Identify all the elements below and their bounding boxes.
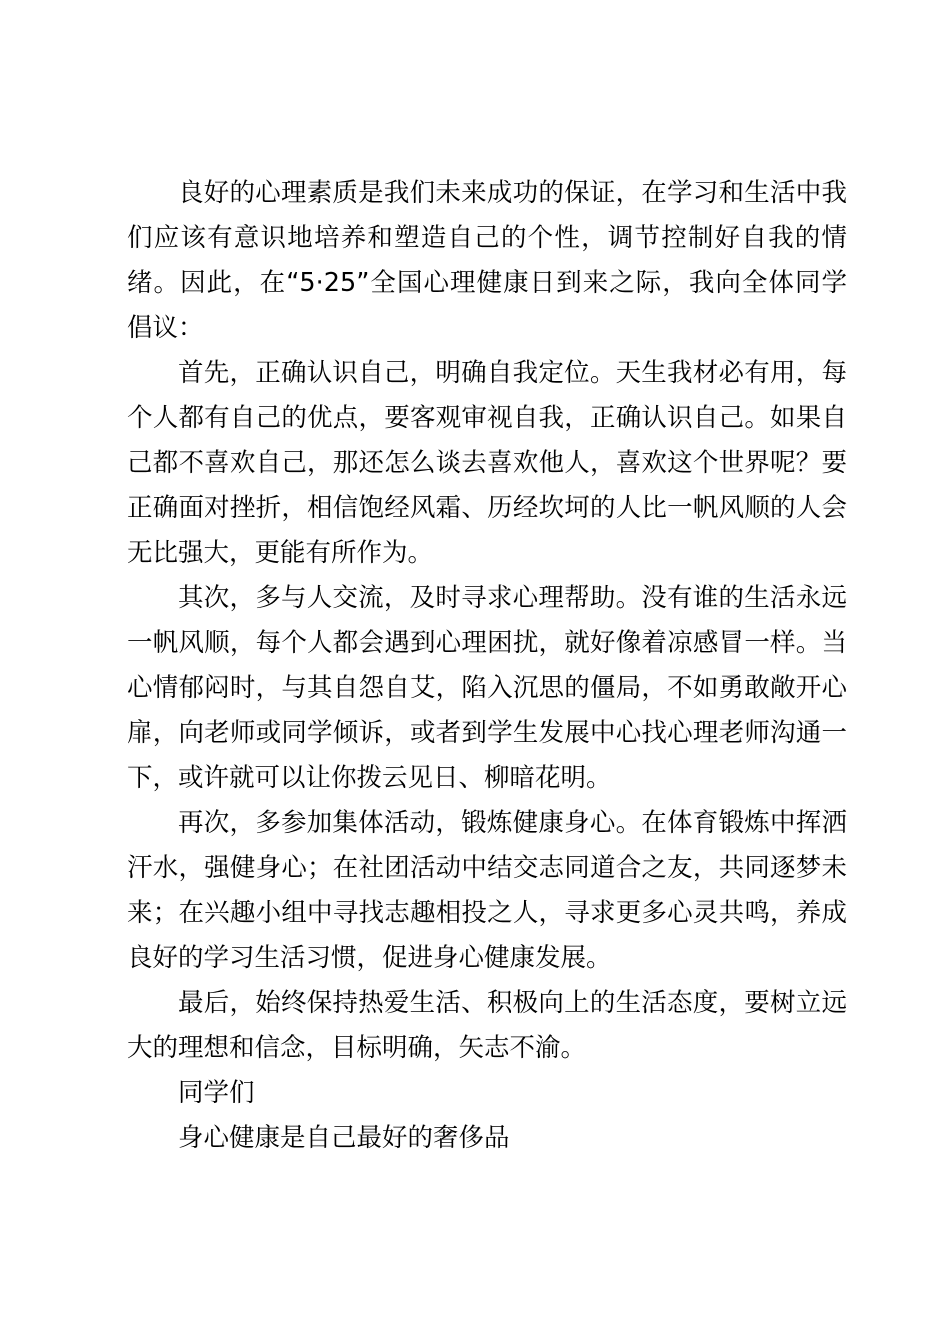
salutation: 同学们 bbox=[178, 1078, 255, 1108]
paragraph-last: 最后，始终保持热爱生活、积极向上的生活态度，要树立远大的理想和信念，目标明确，矢志不渝。 bbox=[127, 988, 847, 1063]
paragraph-second: 其次，多与人交流，及时寻求心理帮助。没有谁的生活永远一帆风顺，每个人都会遇到心理困扰，就好像着凉感冒一样。当心情郁闷时，与其自怨自艾，陷入沉思的僵局，不如勇敢敞开心扉，向老师或同学倾诉，或者到学生发展中心找心理老师沟通一下，或许就可以让你拨云见日、柳暗花明。 bbox=[127, 583, 847, 793]
document-body bbox=[127, 171, 847, 1161]
closing-line: 身心健康是自己最好的奢侈品 bbox=[178, 1123, 510, 1153]
paragraph-intro: 良好的心理素质是我们未来成功的保证，在学习和生活中我们应该有意识地培养和塑造自己的个性，调节控制好自我的情绪。因此，在“5·25”全国心理健康日到来之际，我向全体同学倡议： bbox=[127, 178, 847, 343]
paragraph-third: 再次，多参加集体活动，锻炼健康身心。在体育锻炼中挥洒汗水，强健身心；在社团活动中结交志同道合之友，共同逐梦未来；在兴趣小组中寻找志趣相投之人，寻求更多心灵共鸣，养成良好的学习生活习惯，促进身心健康发展。 bbox=[127, 808, 847, 973]
paragraph-first: 首先，正确认识自己，明确自我定位。天生我材必有用，每个人都有自己的优点，要客观审视自我，正确认识自己。如果自己都不喜欢自己，那还怎么谈去喜欢他人，喜欢这个世界呢？要正确面对挫折，相信饱经风霜、历经坎坷的人比一帆风顺的人会无比强大，更能有所作为。 bbox=[127, 358, 847, 568]
